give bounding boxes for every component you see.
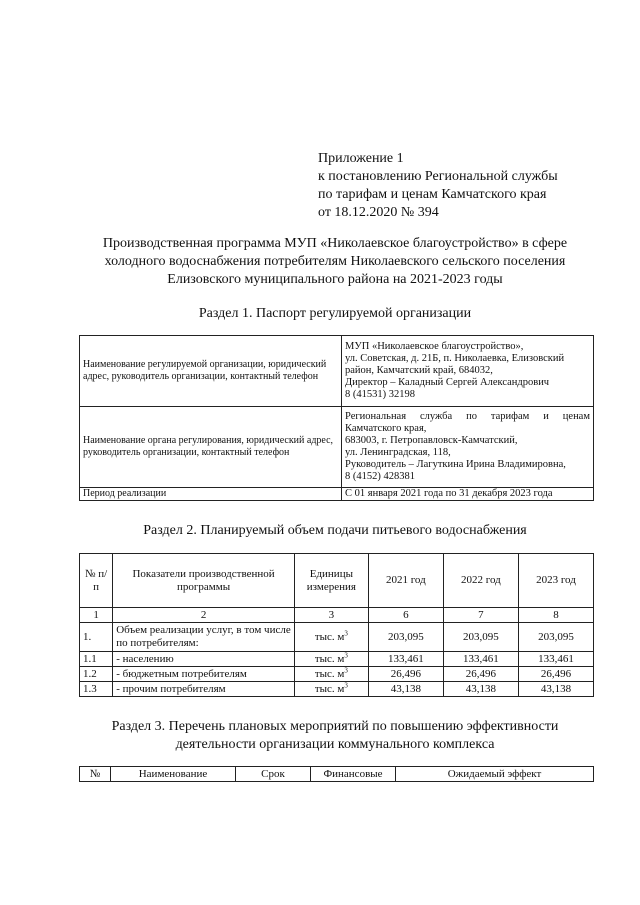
planned-measures-table: [79, 766, 594, 782]
section3-title: [40, 718, 630, 754]
value-line: Региональная служба по тарифам и ценам: [345, 411, 590, 422]
value-line: МУП «Николаевское благоустройство»,: [345, 341, 524, 352]
row-number: 1.3: [80, 682, 113, 697]
organization-passport-table: [79, 335, 594, 501]
passport-value: С 01 января 2021 года по 31 декабря 2023 года: [342, 488, 594, 501]
table-row: [80, 682, 594, 697]
row-value-2022: 26,496: [443, 667, 518, 682]
passport-label: Наименование регулируемой организации, юридический адрес, руководитель организации, контактный телефон: [80, 336, 342, 407]
title-line: Елизовского муниципального района на 2021-2023 годы: [167, 272, 503, 287]
table-row: [80, 623, 594, 652]
header-cell: Финансовые: [311, 767, 396, 782]
header-cell: 2023 год: [518, 554, 593, 608]
appendix-line: от 18.12.2020 № 394: [318, 205, 439, 220]
value-line: район, Камчатский край, 684032,: [345, 365, 493, 376]
appendix-line: к постановлению Региональной службы: [318, 169, 558, 184]
column-number: 8: [518, 608, 593, 623]
row-value-2021: 43,138: [368, 682, 443, 697]
table-header-row: [80, 767, 594, 782]
value-line: Камчатского края,: [345, 423, 427, 434]
value-line: 8 (41531) 32198: [345, 389, 415, 400]
table-row: [80, 336, 594, 407]
header-cell: Ожидаемый эффект: [396, 767, 594, 782]
column-number: 1: [80, 608, 113, 623]
row-value-2021: 203,095: [368, 623, 443, 652]
value-line: 683003, г. Петропавловск-Камчатский,: [345, 435, 518, 446]
column-number: 3: [294, 608, 368, 623]
document-title: [40, 235, 630, 289]
section3-title-line: Раздел 3. Перечень плановых мероприятий по повышению эффективности: [111, 719, 559, 734]
header-cell: 2022 год: [443, 554, 518, 608]
passport-value: [342, 336, 594, 407]
header-cell: Наименование: [111, 767, 236, 782]
row-number: 1.: [80, 623, 113, 652]
section3-title-line: деятельности организации коммунального комплекса: [175, 737, 495, 752]
table-header-row: [80, 554, 594, 608]
header-cell: 2021 год: [368, 554, 443, 608]
row-value-2022: 43,138: [443, 682, 518, 697]
value-line: Руководитель – Лагуткина Ирина Владимировна,: [345, 459, 566, 470]
column-number-row: [80, 608, 594, 623]
table-row: [80, 667, 594, 682]
row-number: 1.2: [80, 667, 113, 682]
title-line: холодного водоснабжения потребителям Николаевского сельского поселения: [104, 254, 566, 269]
row-unit: тыс. $м^3$: [294, 623, 368, 652]
row-indicator: Объем реализации услуг, в том числе по потребителям:: [113, 623, 295, 652]
column-number: 6: [368, 608, 443, 623]
header-cell: Срок: [236, 767, 311, 782]
row-value-2023: 26,496: [518, 667, 593, 682]
value-line: Директор – Каладный Сергей Александрович: [345, 377, 550, 388]
header-cell: №: [80, 767, 111, 782]
table-row: [80, 652, 594, 667]
row-value-2022: 133,461: [443, 652, 518, 667]
passport-label: Наименование органа регулирования, юридический адрес, руководитель организации, контактный телефон: [80, 407, 342, 488]
appendix-block: [318, 150, 558, 222]
section2-title: Раздел 2. Планируемый объем подачи питьевого водоснабжения: [143, 523, 527, 538]
row-indicator: - бюджетным потребителям: [113, 667, 295, 682]
row-number: 1.1: [80, 652, 113, 667]
row-value-2023: 203,095: [518, 623, 593, 652]
row-indicator: - населению: [113, 652, 295, 667]
row-value-2021: 26,496: [368, 667, 443, 682]
section1-title: Раздел 1. Паспорт регулируемой организации: [198, 306, 472, 321]
passport-value: [342, 407, 594, 488]
row-indicator: - прочим потребителям: [113, 682, 295, 697]
row-unit: тыс. $м^3$: [294, 667, 368, 682]
value-line: ул. Ленинградская, 118,: [345, 447, 451, 458]
table-row: [80, 407, 594, 488]
row-unit: тыс. $м^3$: [294, 652, 368, 667]
appendix-line: Приложение 1: [318, 151, 404, 166]
appendix-line: по тарифам и ценам Камчатского края: [318, 187, 547, 202]
row-unit: тыс. $м^3$: [294, 682, 368, 697]
row-value-2022: 203,095: [443, 623, 518, 652]
row-value-2021: 133,461: [368, 652, 443, 667]
value-line: ул. Советская, д. 21Б, п. Николаевка, Елизовский: [345, 353, 565, 364]
header-cell: Единицы измерения: [294, 554, 368, 608]
water-supply-volume-table: [79, 553, 594, 697]
header-cell: Показатели производственной программы: [113, 554, 295, 608]
column-number: 7: [443, 608, 518, 623]
title-line: Производственная программа МУП «Николаевское благоустройство» в сфере: [102, 236, 568, 251]
table-row: [80, 488, 594, 501]
column-number: 2: [113, 608, 295, 623]
passport-label: Период реализации: [80, 488, 342, 501]
row-value-2023: 43,138: [518, 682, 593, 697]
value-line: 8 (4152) 428381: [345, 471, 415, 482]
header-cell: № п/п: [80, 554, 113, 608]
row-value-2023: 133,461: [518, 652, 593, 667]
